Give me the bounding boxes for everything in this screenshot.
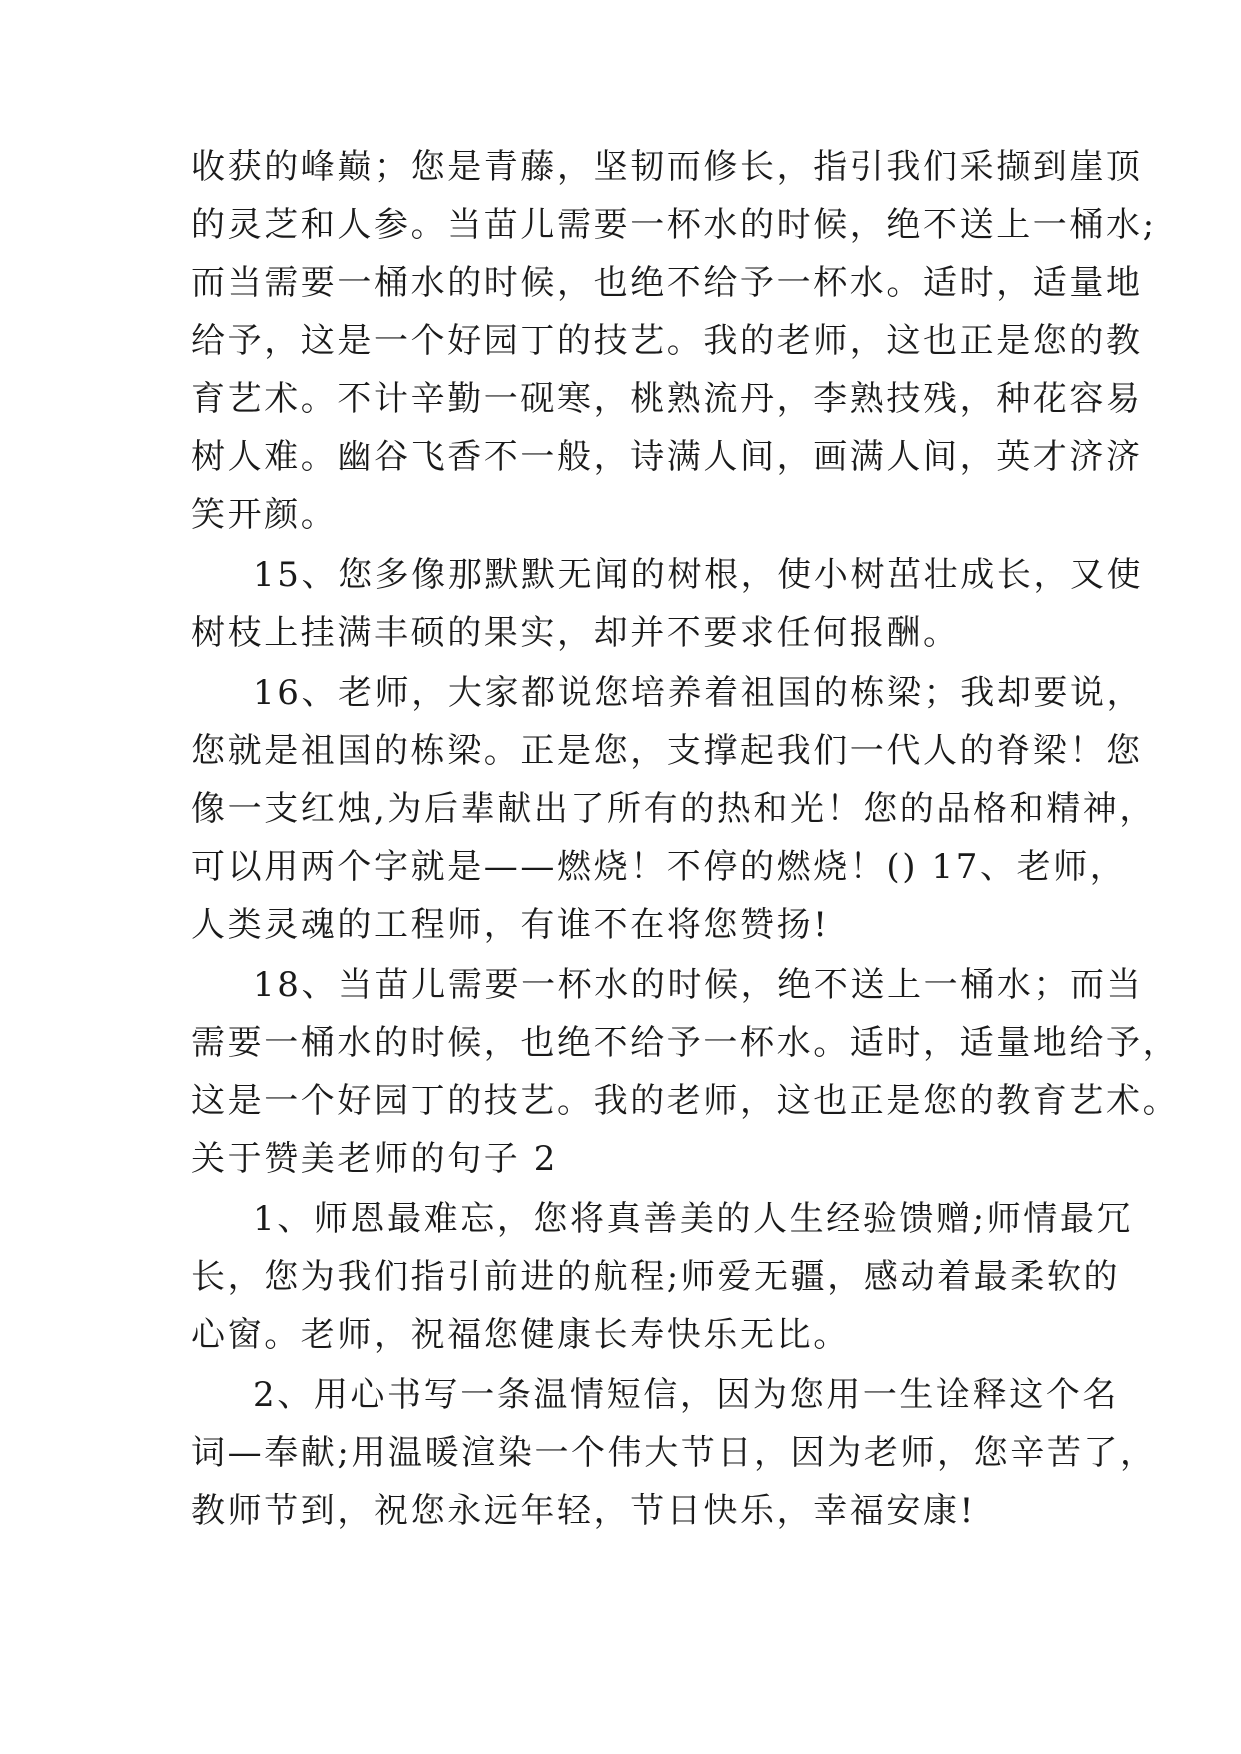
text-line: 育艺术。不计辛勤一砚寒，桃熟流丹，李熟技残，种花容易 — [191, 379, 1143, 419]
section-heading: 关于赞美老师的句子 2 — [191, 1139, 559, 1179]
text-line: 而当需要一桶水的时候，也绝不给予一杯水。适时，适量地 — [191, 263, 1143, 303]
text-line: 树枝上挂满丰硕的果实，却并不要求任何报酬。 — [191, 613, 960, 653]
text-line: 您就是祖国的栋梁。正是您，支撑起我们一代人的脊梁！您 — [191, 731, 1143, 771]
text-line: 的灵芝和人参。当苗儿需要一杯水的时候，绝不送上一桶水; — [191, 205, 1157, 245]
text-line: 词—奉献;用温暖渲染一个伟大节日，因为老师，您辛苦了， — [191, 1433, 1157, 1473]
text-line: 收获的峰巅；您是青藤，坚韧而修长，指引我们采撷到崖顶 — [191, 147, 1143, 187]
text-line: 心窗。老师，祝福您健康长寿快乐无比。 — [191, 1315, 850, 1355]
text-line: 长，您为我们指引前进的航程;师爱无疆，感动着最柔软的 — [191, 1257, 1121, 1297]
text-line: 需要一桶水的时候，也绝不给予一杯水。适时，适量地给予， — [191, 1023, 1180, 1063]
text-line: 树人难。幽谷飞香不一般，诗满人间，画满人间，英才济济 — [191, 437, 1143, 477]
text-line: 人类灵魂的工程师，有谁不在将您赞扬! — [191, 905, 830, 945]
paragraph-start-line: 18、当苗儿需要一杯水的时候，绝不送上一桶水；而当 — [253, 965, 1144, 1005]
paragraph-start-line: 15、您多像那默默无闻的树根，使小树茁壮成长，又使 — [253, 555, 1144, 595]
text-line: 可以用两个字就是——燃烧！不停的燃烧！() 17、老师， — [191, 847, 1127, 887]
text-line: 教师节到，祝您永远年轻，节日快乐，幸福安康! — [191, 1491, 976, 1531]
document-body — [191, 138, 1180, 1540]
text-line: 像一支红烛,为后辈献出了所有的热和光！您的品格和精神， — [191, 789, 1157, 829]
paragraph-start-line: 1、师恩最难忘，您将真善美的人生经验馈赠;师情最冗 — [253, 1199, 1134, 1239]
text-line: 这是一个好园丁的技艺。我的老师，这也正是您的教育艺术。 — [191, 1081, 1180, 1121]
paragraph-start-line: 16、老师，大家都说您培养着祖国的栋梁；我却要说， — [253, 673, 1144, 713]
text-line: 给予，这是一个好园丁的技艺。我的老师，这也正是您的教 — [191, 321, 1143, 361]
paragraph-start-line: 2、用心书写一条温情短信，因为您用一生诠释这个名 — [253, 1375, 1120, 1415]
text-line: 笑开颜。 — [191, 495, 338, 535]
